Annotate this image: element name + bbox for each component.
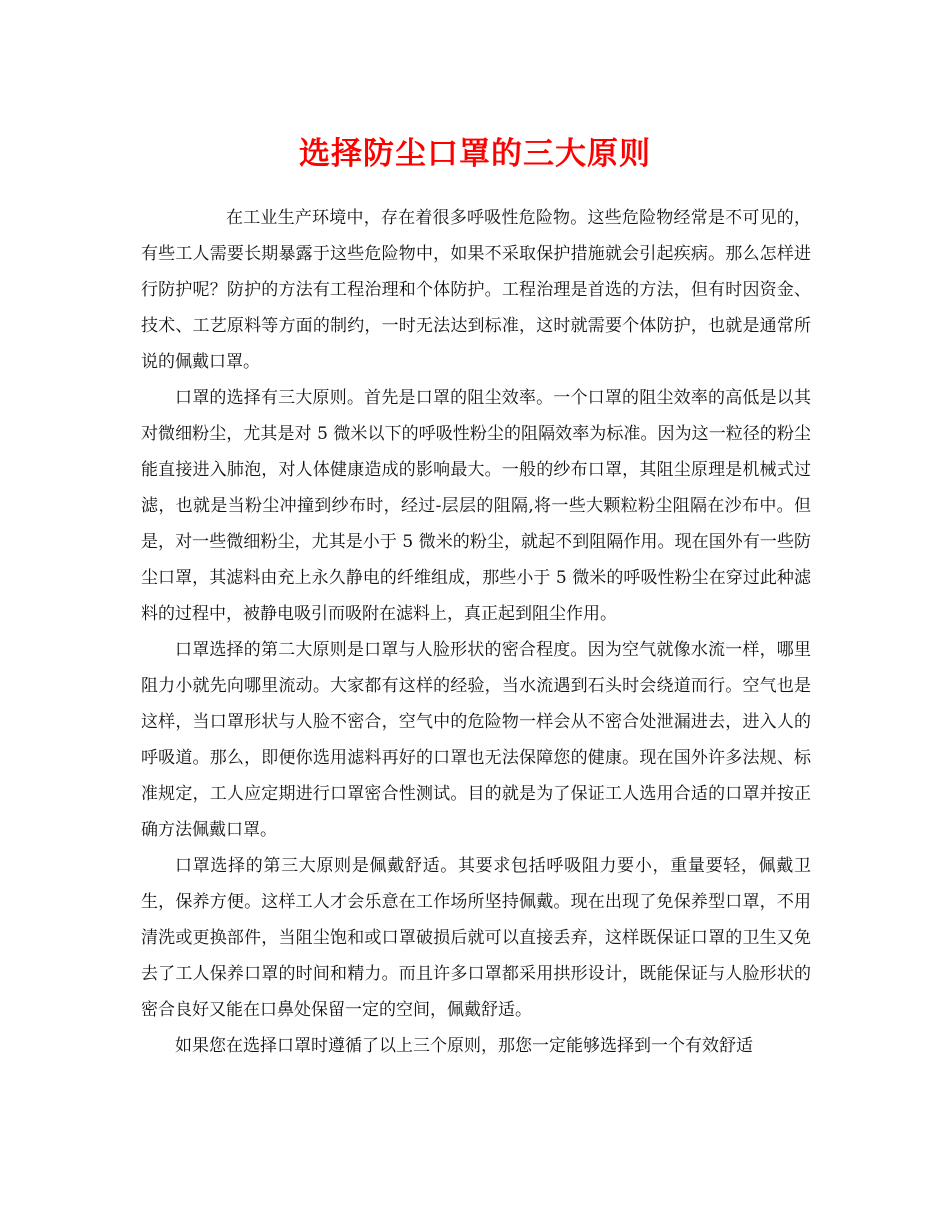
paragraph-principle-three: 口罩选择的第三大原则是佩戴舒适。其要求包括呼吸阻力要小，重量要轻，佩戴卫生，保养方便。这样工人才会乐意在工作场所坚持佩戴。现在出现了免保养型口罩，不用清洗或更换部件，当阻尘饱和或口罩破损后就可以直接丢弃，这样既保证口罩的卫生又免去了工人保养口罩的时间和精力。而且许多口罩都采用拱形设计，既能保证与人脸形状的密合良好又能在口鼻处保留一定的空间，佩戴舒适。 — [141, 856, 811, 1020]
paragraph-principle-two: 口罩选择的第二大原则是口罩与人脸形状的密合程度。因为空气就像水流一样，哪里阻力小就先向哪里流动。大家都有这样的经验，当水流遇到石头时会绕道而行。空气也是这样，当口罩形状与人脸不密合，空气中的危险物一样会从不密合处泄漏进去，进入人的呼吸道。那么，即便你选用滤料再好的口罩也无法保障您的健康。现在国外许多法规、标准规定，工人应定期进行口罩密合性测试。目的就是为了保证工人选用合适的口罩并按正确方法佩戴口罩。 — [141, 640, 811, 840]
document-body — [141, 200, 811, 1064]
paragraph-conclusion: 如果您在选择口罩时遵循了以上三个原则，那您一定能够选择到一个有效舒适 — [175, 1036, 753, 1056]
document-title: 选择防尘口罩的三大原则 — [299, 136, 651, 172]
paragraph-intro: 在工业生产环境中，存在着很多呼吸性危险物。这些危险物经常是不可见的，有些工人需要长期暴露于这些危险物中，如果不采取保护措施就会引起疾病。那么怎样进行防护呢？防护的方法有工程治理和个体防护。工程治理是首选的方法，但有时因资金、技术、工艺原料等方面的制约，一时无法达到标准，这时就需要个体防护，也就是通常所说的佩戴口罩。 — [141, 208, 811, 372]
paragraph-principle-one: 口罩的选择有三大原则。首先是口罩的阻尘效率。一个口罩的阻尘效率的高低是以其对微细粉尘，尤其是对 5 微米以下的呼吸性粉尘的阻隔效率为标准。因为这一粒径的粉尘能直接进入肺泡，对人体健康造成的影响最大。一般的纱布口罩，其阻尘原理是机械式过滤，也就是当粉尘冲撞到纱布时，经过-层层的阻隔,将一些大颗粒粉尘阻隔在沙布中。但是，对一些微细粉尘，尤其是小于 5 微米的粉尘，就起不到阻隔作用。现在国外有一些防尘口罩，其滤料由充上永久静电的纤维组成，那些小于 5 微米的呼吸性粉尘在穿过此种滤料的过程中，被静电吸引而吸附在滤料上，真正起到阻尘作用。 — [141, 388, 811, 624]
